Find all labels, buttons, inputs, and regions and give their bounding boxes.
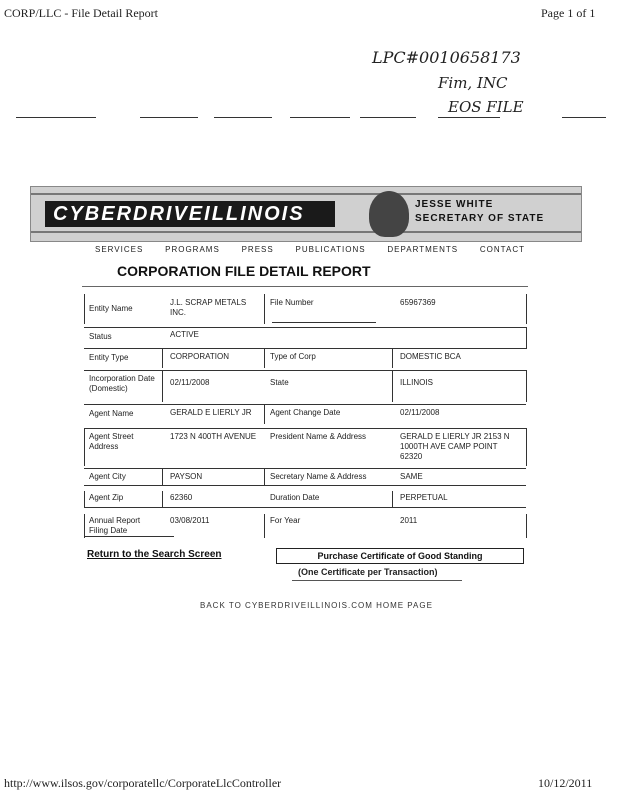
handwritten-firm-name: Fim, INC bbox=[438, 74, 508, 92]
value-file-number: 65967369 bbox=[400, 298, 436, 307]
label-status: Status bbox=[89, 332, 112, 341]
title-underline bbox=[82, 286, 528, 287]
value-duration-date: PERPETUAL bbox=[400, 493, 448, 502]
separator-line bbox=[290, 117, 350, 118]
banner-name: JESSE WHITE bbox=[415, 199, 494, 210]
return-to-search-link[interactable]: Return to the Search Screen bbox=[87, 549, 222, 560]
label-for-year: For Year bbox=[270, 516, 301, 525]
purchase-note: (One Certificate per Transaction) bbox=[298, 567, 438, 577]
nav-item-press[interactable]: PRESS bbox=[241, 245, 274, 254]
label-agent-zip: Agent Zip bbox=[89, 493, 124, 502]
note-underline bbox=[292, 580, 462, 581]
label-secretary-name-address: Secretary Name & Address bbox=[270, 472, 367, 481]
table-row bbox=[82, 472, 528, 490]
label-agent-street-address: Agent Street Address bbox=[89, 432, 134, 451]
table-row bbox=[82, 516, 528, 540]
separator-line bbox=[438, 117, 500, 118]
handwritten-lpc-number: LPC#0010658173 bbox=[372, 48, 521, 67]
nav-item-departments[interactable]: DEPARTMENTS bbox=[387, 245, 459, 254]
value-state: ILLINOIS bbox=[400, 378, 433, 387]
nav-item-contact[interactable]: CONTACT bbox=[479, 245, 525, 254]
value-secretary-name-address: SAME bbox=[400, 472, 423, 481]
label-type-of-corp: Type of Corp bbox=[270, 352, 316, 361]
label-agent-change-date: Agent Change Date bbox=[270, 408, 341, 417]
value-entity-type: CORPORATION bbox=[170, 352, 229, 361]
value-incorporation-date: 02/11/2008 bbox=[170, 378, 210, 387]
cyberdrive-logo[interactable]: CYBERDRIVEILLINOIS bbox=[45, 201, 335, 227]
site-banner bbox=[30, 186, 582, 242]
value-status: ACTIVE bbox=[170, 330, 199, 339]
table-row bbox=[82, 432, 528, 468]
label-president-name-address: President Name & Address bbox=[270, 432, 367, 441]
value-entity-name: J.L. SCRAP METALS INC. bbox=[170, 298, 247, 317]
main-nav bbox=[95, 245, 525, 254]
print-header-title: CORP/LLC - File Detail Report bbox=[4, 6, 158, 20]
separator-line bbox=[16, 117, 96, 118]
table-row bbox=[82, 330, 528, 350]
separator-line bbox=[214, 117, 272, 118]
separator-line bbox=[562, 117, 606, 118]
table-row bbox=[82, 374, 528, 402]
banner-office: SECRETARY OF STATE bbox=[415, 213, 545, 224]
label-annual-report-filing-date: Annual Report Filing Date bbox=[89, 516, 141, 535]
label-duration-date: Duration Date bbox=[270, 493, 320, 502]
table-row bbox=[82, 408, 528, 428]
label-entity-type: Entity Type bbox=[89, 353, 129, 362]
label-state: State bbox=[270, 378, 289, 387]
table-row bbox=[82, 352, 528, 372]
label-agent-name: Agent Name bbox=[89, 409, 134, 418]
nav-item-publications[interactable]: PUBLICATIONS bbox=[295, 245, 366, 254]
value-type-of-corp: DOMESTIC BCA bbox=[400, 352, 461, 361]
value-for-year: 2011 bbox=[400, 516, 418, 525]
back-home-link[interactable]: BACK TO CYBERDRIVEILLINOIS.COM HOME PAGE bbox=[200, 601, 433, 610]
label-incorporation-date: Incorporation Date (Domestic) bbox=[89, 374, 155, 393]
value-agent-zip: 62360 bbox=[170, 493, 193, 502]
separator-line bbox=[360, 117, 416, 118]
label-agent-city: Agent City bbox=[89, 472, 126, 481]
value-agent-street-address: 1723 N 400TH AVENUE bbox=[170, 432, 257, 441]
separator-line bbox=[140, 117, 198, 118]
handwritten-eos-file: EOS FILE bbox=[448, 98, 524, 116]
label-entity-name: Entity Name bbox=[89, 304, 133, 313]
secretary-portrait bbox=[369, 191, 409, 237]
print-footer-url: http://www.ilsos.gov/corporatellc/CorporateLlcController bbox=[4, 776, 282, 790]
value-president-name-address: GERALD E LIERLY JR 2153 N 1000TH AVE CAMP POINT 62320 bbox=[400, 432, 510, 461]
value-agent-change-date: 02/11/2008 bbox=[400, 408, 440, 417]
value-agent-city: PAYSON bbox=[170, 472, 203, 481]
value-annual-report-filing-date: 03/08/2011 bbox=[170, 516, 210, 525]
table-row bbox=[82, 493, 528, 511]
value-agent-name: GERALD E LIERLY JR bbox=[170, 408, 252, 417]
purchase-certificate-button[interactable]: Purchase Certificate of Good Standing bbox=[276, 548, 524, 564]
nav-item-services[interactable]: SERVICES bbox=[95, 245, 144, 254]
print-header-page: Page 1 of 1 bbox=[541, 6, 596, 20]
page-title: CORPORATION FILE DETAIL REPORT bbox=[117, 263, 371, 279]
nav-item-programs[interactable]: PROGRAMS bbox=[165, 245, 220, 254]
label-file-number: File Number bbox=[270, 298, 314, 307]
print-footer-date: 10/12/2011 bbox=[538, 776, 593, 790]
table-row bbox=[82, 298, 528, 328]
